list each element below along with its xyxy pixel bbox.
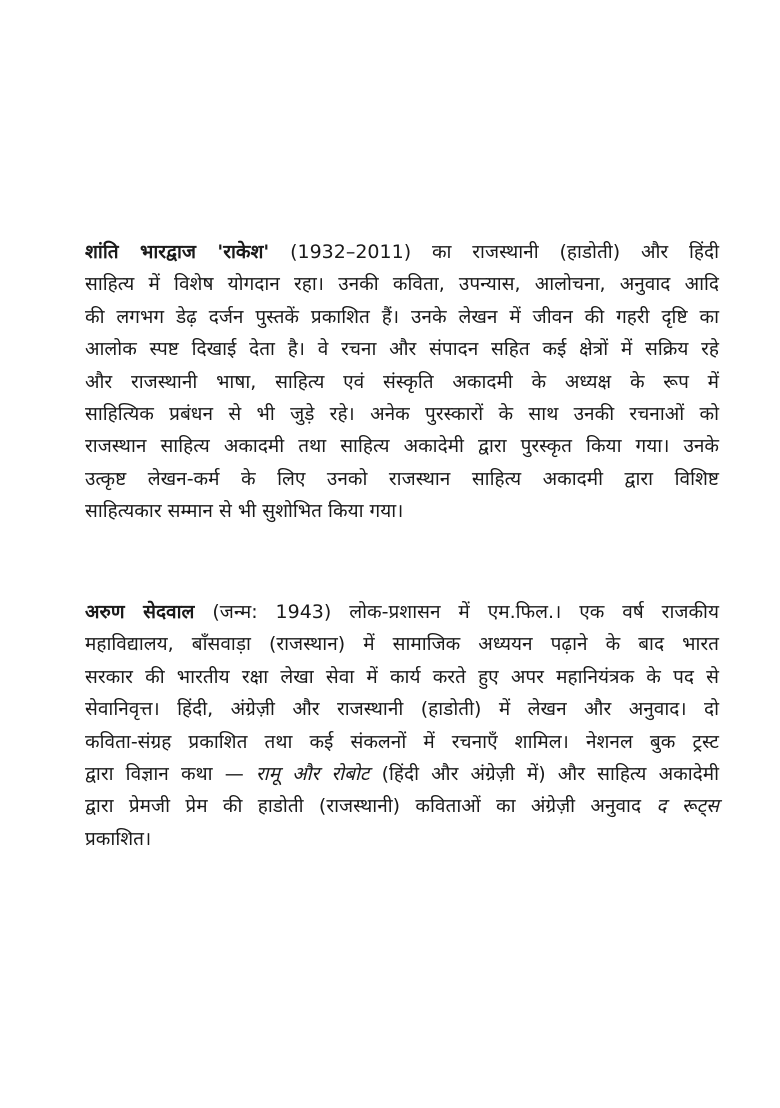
bio-line: महाविद्यालय, बाँसवाड़ा (राजस्थान) में सामाजिक अध्ययन पढ़ाने के बाद भारत [85,633,719,656]
bio-text: द्वारा विज्ञान कथा — [85,762,256,785]
bio-line [85,236,719,268]
bio-line: प्रकाशित। [85,827,152,850]
bio-line: उत्कृष्ट लेखन-कर्म के लिए उनको राजस्थान साहित्य अकादमी द्वारा विशिष्ट [85,467,719,490]
bio-line: कविता-संग्रह प्रकाशित तथा कई संकलनों में रचनाएँ शामिल। नेशनल बुक ट्रस्ट [85,730,719,753]
bio-line: साहित्यकार सम्मान से भी सुशोभित किया गया। [85,500,404,523]
bio-line: आलोक स्पष्ट दिखाई देता है। वे रचना और संपादन सहित कई क्षेत्रों में सक्रिय रहे [85,338,719,361]
bio-text: (1932–2011) का राजस्थानी (हाडोती) और हिंदी [269,241,720,263]
bio-line: साहित्यिक प्रबंधन से भी जुड़े रहे। अनेक पुरस्कारों के साथ उनकी रचनाओं को [85,402,719,425]
bio-arun-sedwal [85,596,719,855]
bio-line: की लगभग डेढ़ दर्जन पुस्तकें प्रकाशित हैं। उनके लेखन में जीवन की गहरी दृष्टि का [85,305,719,328]
author-name: अरुण सेदवाल [85,601,195,623]
bio-text: द्वारा प्रेमजी प्रेम की हाडोती (राजस्थानी) कविताओं का अंग्रेज़ी अनुवाद [85,795,657,818]
bio-text: (हिंदी और अंग्रेज़ी में) और साहित्य अकादेमी [369,762,719,785]
bio-line [85,596,719,628]
bio-line: साहित्य में विशेष योगदान रहा। उनकी कविता, उपन्यास, आलोचना, अनुवाद आदि [85,273,719,296]
bio-line [85,790,719,822]
bio-text: (जन्म: 1943) लोक-प्रशासन में एम.फिल.। एक वर्ष राजकीय [194,601,720,623]
bio-line: और राजस्थानी भाषा, साहित्य एवं संस्कृति अकादमी के अध्यक्ष के रूप में [85,370,719,393]
bio-line [85,758,719,790]
bio-line: राजस्थान साहित्य अकादमी तथा साहित्य अकादेमी द्वारा पुरस्कृत किया गया। उनके [85,435,719,458]
author-name: शांति भारद्वाज 'राकेश' [85,241,270,263]
book-title: रामू और रोबोट [255,762,370,785]
bio-line: सेवानिवृत्त। हिंदी, अंग्रेज़ी और राजस्थानी (हाडोती) में लेखन और अनुवाद। दो [85,698,719,721]
bio-line: सरकार की भारतीय रक्षा लेखा सेवा में कार्य करते हुए अपर महानियंत्रक के पद से [85,665,719,688]
book-title: द रूट्स [656,795,719,818]
bio-shanti-bhardwaj [85,236,719,528]
